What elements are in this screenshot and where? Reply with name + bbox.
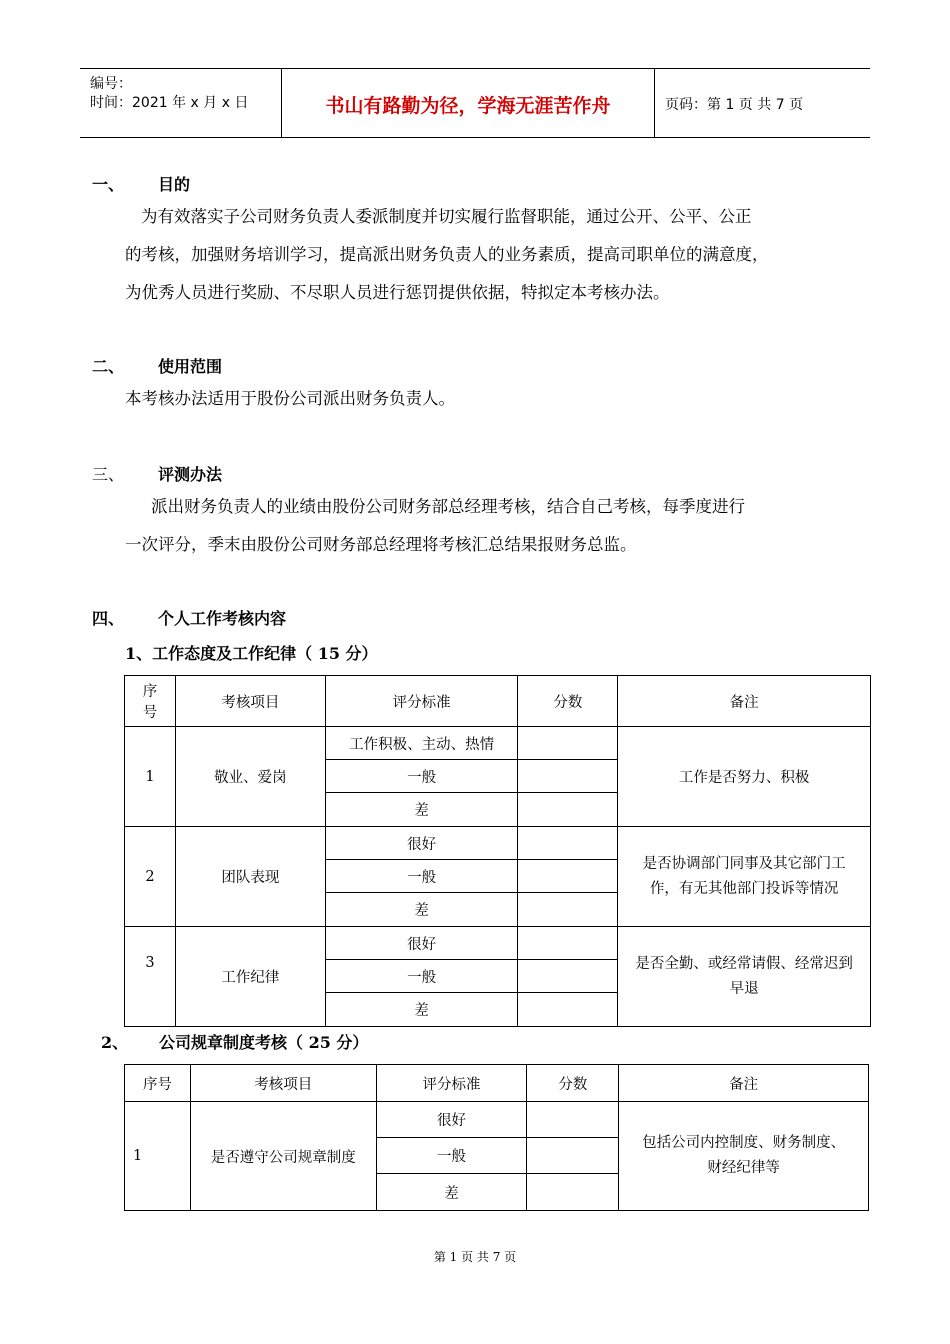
level-cell: 一般 — [325, 860, 518, 893]
table2-number: 2、 — [101, 1033, 129, 1052]
number-label: 编号： — [90, 76, 132, 92]
item-cell: 工作纪律 — [175, 927, 325, 1027]
table2-heading — [101, 1030, 368, 1053]
level-cell: 一般 — [325, 960, 518, 993]
level-cell: 差 — [325, 793, 518, 827]
header-page-cell — [655, 69, 870, 137]
section-number: 一、 — [92, 175, 125, 194]
assessment-table-2 — [124, 1064, 869, 1211]
section-title: 使用范围 — [158, 357, 223, 376]
level-cell: 很好 — [325, 927, 518, 960]
section-title: 评测办法 — [158, 465, 223, 484]
table-header-row — [125, 676, 871, 727]
note-cell: 包括公司内控制度、财务制度、财经纪律等 — [619, 1102, 869, 1211]
header-cell: 考核项目 — [190, 1065, 376, 1102]
level-cell: 一般 — [376, 1138, 527, 1174]
header-cell: 评分标准 — [376, 1065, 527, 1102]
item-cell: 敬业、爱岗 — [175, 727, 325, 827]
level-cell: 差 — [325, 893, 518, 927]
score-cell[interactable] — [518, 827, 618, 860]
section-heading-4 — [92, 606, 286, 629]
paragraph-line: 的考核，加强财务培训学习，提高派出财务负责人的业务素质，提高司职单位的满意度， — [125, 245, 769, 264]
score-cell[interactable] — [527, 1138, 619, 1174]
row-number: 1 — [125, 1102, 191, 1211]
section-2-paragraph — [125, 380, 865, 418]
paragraph-line: 一次评分，季末由股份公司财务部总经理将考核汇总结果报财务总监。 — [125, 535, 637, 554]
note-cell: 是否协调部门同事及其它部门工作，有无其他部门投诉等情况 — [618, 827, 871, 927]
level-cell: 很好 — [376, 1102, 527, 1138]
section-title: 个人工作考核内容 — [158, 609, 287, 628]
paragraph-line: 本考核办法适用于股份公司派出财务负责人。 — [125, 389, 455, 408]
score-cell[interactable] — [518, 727, 618, 760]
score-cell[interactable] — [518, 960, 618, 993]
score-cell[interactable] — [527, 1174, 619, 1211]
section-heading-3 — [92, 462, 222, 485]
header-cell: 分数 — [518, 676, 618, 727]
score-cell[interactable] — [527, 1102, 619, 1138]
score-cell[interactable] — [518, 927, 618, 960]
item-cell: 是否遵守公司规章制度 — [190, 1102, 376, 1211]
note-cell: 工作是否努力、积极 — [618, 727, 871, 827]
row-number: 2 — [125, 827, 176, 927]
level-cell: 工作积极、主动、热情 — [325, 727, 518, 760]
level-cell: 差 — [325, 993, 518, 1027]
assessment-table-1 — [124, 675, 871, 1027]
score-cell[interactable] — [518, 860, 618, 893]
header-cell: 序号 — [125, 1065, 191, 1102]
score-cell[interactable] — [518, 760, 618, 793]
motto: 书山有路勤为径，学海无涯苦作舟 — [325, 95, 611, 117]
header-cell: 评分标准 — [325, 676, 518, 727]
document-header — [80, 68, 870, 138]
score-cell[interactable] — [518, 893, 618, 927]
section-number: 四、 — [92, 609, 125, 628]
section-1-paragraph — [125, 198, 865, 312]
section-heading-2 — [92, 354, 222, 377]
score-cell[interactable] — [518, 793, 618, 827]
score-cell[interactable] — [518, 993, 618, 1027]
note-cell: 是否全勤、或经常请假、经常迟到早退 — [618, 927, 871, 1027]
section-number: 二、 — [92, 357, 125, 376]
header-cell: 备注 — [618, 676, 871, 727]
paragraph-line: 为优秀人员进行奖励、不尽职人员进行惩罚提供依据，特拟定本考核办法。 — [125, 283, 670, 302]
header-cell: 序号 — [125, 676, 176, 727]
section-title: 目的 — [158, 175, 191, 194]
section-heading-1 — [92, 172, 190, 195]
section-number: 三、 — [92, 465, 125, 484]
table-row — [125, 927, 871, 960]
page-code: 页码：第 1 页 共 7 页 — [665, 97, 804, 113]
table-header-row — [125, 1065, 869, 1102]
paragraph-line: 为有效落实子公司财务负责人委派制度并切实履行监督职能，通过公开、公平、公正 — [141, 207, 752, 226]
row-number: 3 — [125, 927, 176, 1027]
table1-title: 1、工作态度及工作纪律（ 15 分） — [125, 644, 378, 663]
level-cell: 差 — [376, 1174, 527, 1211]
table-row — [125, 727, 871, 760]
time-label: 时间：2021 年 x 月 x 日 — [90, 95, 249, 111]
header-meta — [80, 69, 282, 137]
header-motto-cell — [282, 69, 655, 137]
row-number: 1 — [125, 727, 176, 827]
header-cell: 考核项目 — [175, 676, 325, 727]
item-cell: 团队表现 — [175, 827, 325, 927]
paragraph-line: 派出财务负责人的业绩由股份公司财务部总经理考核，结合自己考核，每季度进行 — [151, 497, 745, 516]
level-cell: 一般 — [325, 760, 518, 793]
section-3-paragraph — [125, 488, 865, 564]
page-footer: 第 1 页 共 7 页 — [433, 1250, 517, 1264]
header-cell: 备注 — [619, 1065, 869, 1102]
level-cell: 很好 — [325, 827, 518, 860]
table-row — [125, 827, 871, 860]
table-row — [125, 1102, 869, 1138]
table2-title: 公司规章制度考核（ 25 分） — [159, 1033, 369, 1052]
header-cell: 分数 — [527, 1065, 619, 1102]
